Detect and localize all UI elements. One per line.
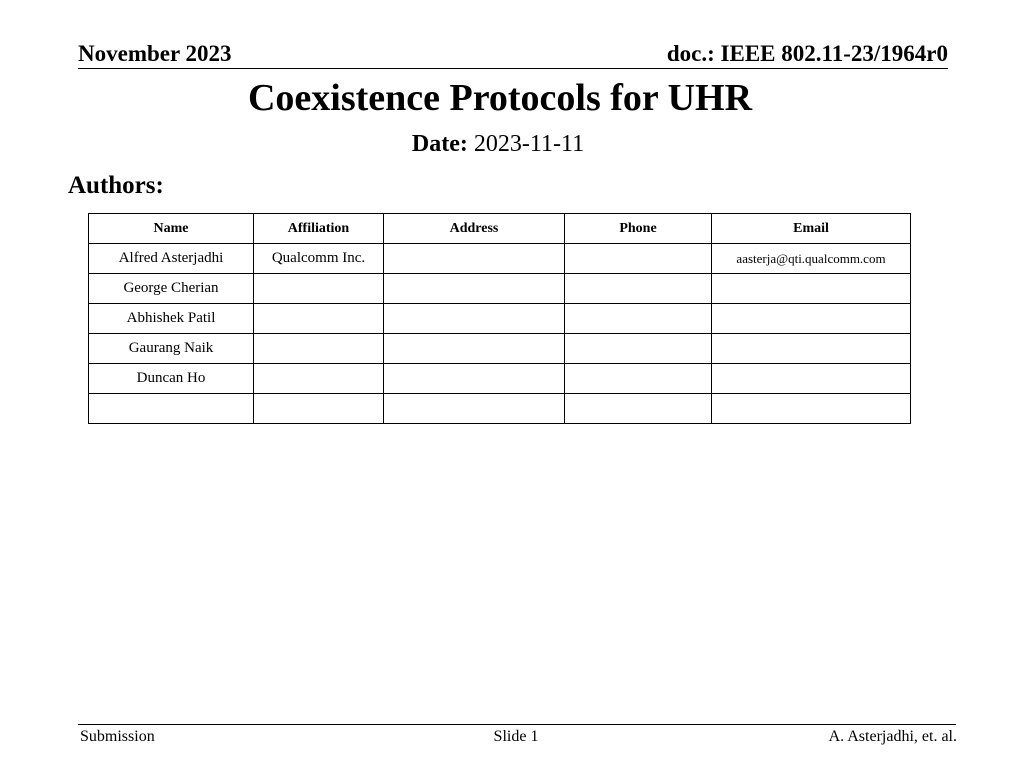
cell-email <box>712 394 911 424</box>
cell-address <box>384 334 565 364</box>
cell-address <box>384 364 565 394</box>
cell-address <box>384 274 565 304</box>
header-doc-id: doc.: IEEE 802.11-23/1964r0 <box>666 41 948 66</box>
cell-email: aasterja@qti.qualcomm.com <box>712 244 911 274</box>
cell-phone <box>565 394 712 424</box>
column-header-email: Email <box>712 214 911 244</box>
column-header-phone: Phone <box>565 214 712 244</box>
column-header-name: Name <box>89 214 254 244</box>
table-row <box>89 244 911 274</box>
cell-name: George Cherian <box>89 274 254 304</box>
authors-table <box>88 213 911 424</box>
cell-affiliation: Qualcomm Inc. <box>254 244 384 274</box>
table-row <box>89 334 911 364</box>
cell-email <box>712 364 911 394</box>
cell-phone <box>565 334 712 364</box>
cell-address <box>384 394 565 424</box>
header-date: November 2023 <box>78 41 232 66</box>
authors-heading: Authors: <box>68 172 164 199</box>
table-header-row <box>89 214 911 244</box>
footer-slide-number: Slide 1 <box>493 728 539 745</box>
cell-address <box>384 304 565 334</box>
cell-name: Abhishek Patil <box>89 304 254 334</box>
cell-affiliation <box>254 304 384 334</box>
cell-name <box>89 394 254 424</box>
date-value: 2023-11-11 <box>473 131 585 157</box>
footer-authors: A. Asterjadhi, et. al. <box>828 728 957 745</box>
cell-phone <box>565 304 712 334</box>
column-header-affiliation: Affiliation <box>254 214 384 244</box>
cell-affiliation <box>254 364 384 394</box>
table-row <box>89 364 911 394</box>
table-row <box>89 394 911 424</box>
footer-divider <box>78 724 956 725</box>
header-divider <box>78 68 948 69</box>
cell-affiliation <box>254 334 384 364</box>
cell-phone <box>565 244 712 274</box>
cell-affiliation <box>254 394 384 424</box>
cell-email <box>712 274 911 304</box>
cell-phone <box>565 274 712 304</box>
table-row <box>89 304 911 334</box>
cell-address <box>384 244 565 274</box>
cell-phone <box>565 364 712 394</box>
cell-name: Duncan Ho <box>89 364 254 394</box>
date-line <box>0 128 996 160</box>
cell-name: Alfred Asterjadhi <box>89 244 254 274</box>
table-row <box>89 274 911 304</box>
date-label: Date: <box>411 131 468 157</box>
cell-email <box>712 304 911 334</box>
cell-name: Gaurang Naik <box>89 334 254 364</box>
slide-title: Coexistence Protocols for UHR <box>247 77 753 119</box>
cell-affiliation <box>254 274 384 304</box>
cell-email <box>712 334 911 364</box>
footer-submission: Submission <box>80 728 155 745</box>
column-header-address: Address <box>384 214 565 244</box>
